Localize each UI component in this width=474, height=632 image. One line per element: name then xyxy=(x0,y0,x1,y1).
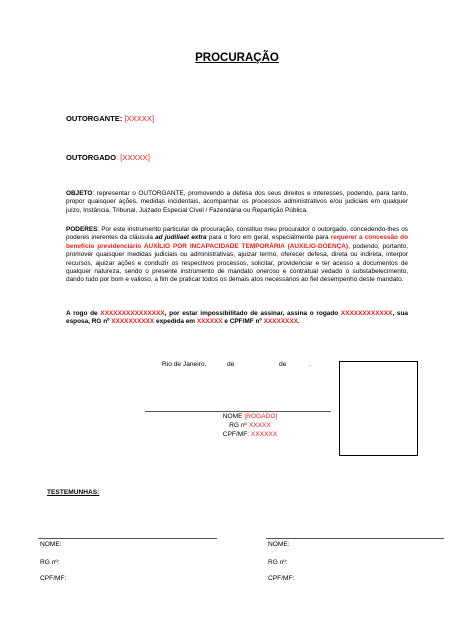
rogo-part-5: e CPF/MF nº xyxy=(222,318,264,326)
poderes-text-2: para o foro em geral, especialmente para xyxy=(206,234,331,242)
rogo-part-2: , por estar impossibilitado de assinar, assina o rogado xyxy=(164,310,341,317)
outorgante-label: OUTORGANTE: xyxy=(66,114,123,123)
date-end: . xyxy=(309,361,311,368)
outorgado-value: : [XXXXX] xyxy=(116,153,150,162)
rogo-part-4: expedida em xyxy=(154,318,197,326)
rogo-part-3: , sua esposa, RG nº xyxy=(66,310,409,326)
poderes-text-3: , podendo, portanto, promover quaisquer medidas judiciais ou administrativas, ajuizar termo, oferecer defesa, direta ou indireta, interpor recursos, ajuizar ações e conduzir os respectivos processos, solicitar, providenciar e ter acesso a documentos de qualquer natureza, sendo o presente instrumento de mandato oneroso e contratual vedado o substabelecimento, dando tudo por bom e valioso, a fim de praticar todos os demais atos necessários ao fiel desempenho deste mandato. xyxy=(66,242,408,284)
rogo-paragraph xyxy=(66,310,408,327)
rogo-part-1: A rogo de xyxy=(66,310,101,317)
rogo-x3: XXXXXXXXXX xyxy=(111,318,155,326)
objeto-paragraph xyxy=(66,190,408,215)
witness-right-nome: NOME: xyxy=(268,541,290,548)
outorgado-label: OUTORGADO xyxy=(66,153,117,162)
rogo-x4: XXXXXX xyxy=(196,318,223,326)
witness-left-signature-line xyxy=(38,538,217,539)
poderes-label: PODERES xyxy=(66,226,98,233)
poderes-text-1: : Por este instrumento particular de procuração, constituo meu procurador o outorgado, concedendo-lhes os poderes inerentes da cláusula xyxy=(66,226,408,242)
rogado-rg-label: RG nº xyxy=(229,421,247,429)
rogo-x1: XXXXXXXXXXXXXXX xyxy=(100,310,165,317)
rogo-part-6: . xyxy=(297,318,300,326)
rogado-cpf-line xyxy=(160,431,340,440)
witness-right-cpf: CPF/MF: xyxy=(268,575,295,582)
testemunhas-heading: TESTEMUNHAS: xyxy=(47,489,100,496)
witness-right-rg: RG nº: xyxy=(268,559,288,566)
rogado-nome-label: NOME xyxy=(222,413,243,420)
rogo-x5: XXXXXXXX xyxy=(263,318,298,326)
poderes-clause: ad judiliaet extra xyxy=(155,234,207,242)
witness-left-cpf: CPF/MF: xyxy=(40,575,67,582)
photo-box xyxy=(339,361,418,456)
witness-right-signature-line xyxy=(266,538,444,539)
rogado-rg-line xyxy=(160,422,340,431)
rogado-nome-value: [ROGADO] xyxy=(244,413,278,420)
objeto-label: OBJETO xyxy=(66,190,93,197)
poderes-paragraph xyxy=(66,226,408,285)
rogado-rg-value: XXXXX xyxy=(248,421,271,429)
poderes-highlight: requerer a concessão do benefício previdenciário AUXÍLIO POR INCAPACIDADE TEMPORÁRIA (AUXILIO-DOENÇA) xyxy=(66,234,408,250)
rogado-cpf-label: CPF/MF: xyxy=(222,430,250,438)
witness-left-nome: NOME: xyxy=(40,541,62,548)
date-de-2: de xyxy=(279,361,287,368)
date-de-1: de xyxy=(227,361,235,368)
outorgante-value: [XXXXX] xyxy=(124,114,155,123)
date-city: Rio de Janeiro, xyxy=(162,361,207,368)
outorgante-line xyxy=(66,114,154,123)
rogado-cpf-value: XXXXXX xyxy=(250,430,278,438)
rogo-x2: XXXXXXXXXXXX xyxy=(340,310,393,317)
document-title: PROCURAÇÃO xyxy=(195,52,279,64)
rogado-block xyxy=(160,413,340,439)
rogado-nome-line xyxy=(160,413,340,422)
rogado-signature-line xyxy=(145,411,331,412)
witness-left-rg: RG nº: xyxy=(40,559,60,566)
outorgado-line xyxy=(66,153,150,162)
objeto-text: : representar o OUTORGANTE, promovendo a defesa dos seus direitos e interesses, podendo, para tanto, propor quaisquer ações, medidas incidentais, acompanhar os processos administrativos e/ou judiciais em qualquer juízo, Instância, Tribunal, Juizado Especial Cível / Fazendária ou Repartição Pública. xyxy=(66,190,408,214)
